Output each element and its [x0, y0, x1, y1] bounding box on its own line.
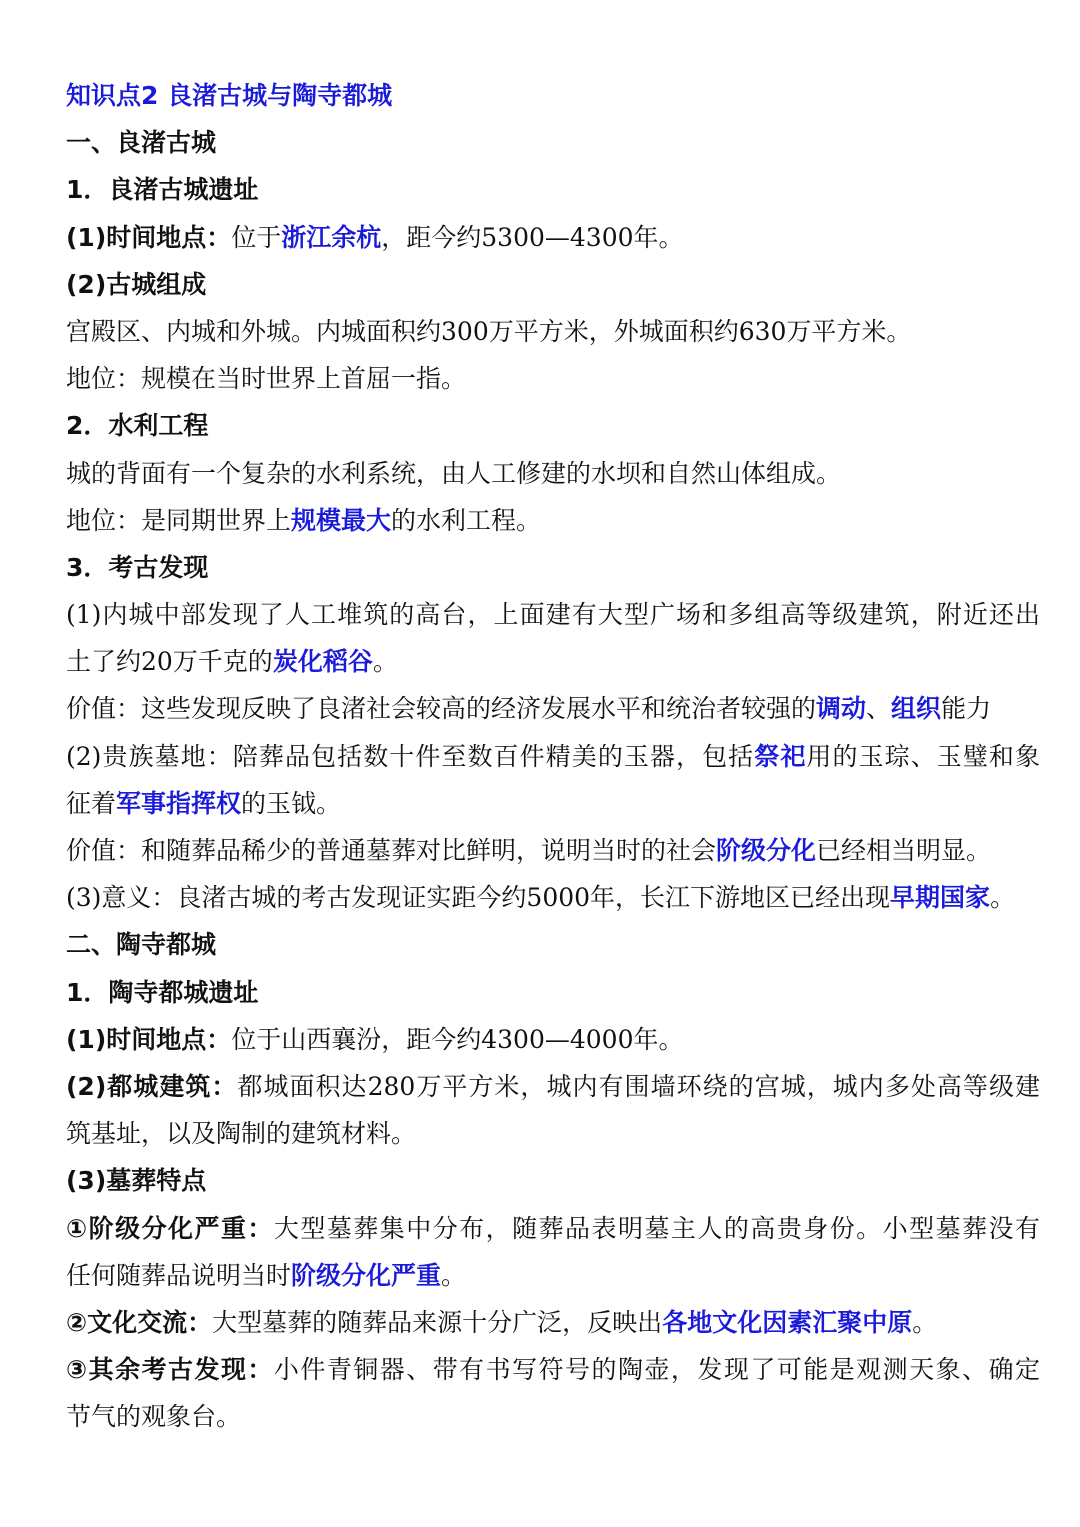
- section-heading-liangzhu: 一、良渚古城: [66, 128, 217, 158]
- item-label: (1)时间地点：: [66, 1024, 232, 1054]
- text: 。: [990, 883, 1016, 913]
- paragraph-water-status: [66, 497, 1040, 544]
- item-label: (1)时间地点：: [66, 222, 232, 252]
- paragraph-significance: [66, 874, 1040, 921]
- highlight: 阶级分化严重: [291, 1260, 442, 1290]
- paragraph-noble-tombs-line1: [66, 733, 1040, 780]
- subsection-heading-taosi-site: 1．陶寺都城遗址: [66, 977, 259, 1007]
- text: 小件青铜器、带有书写符号的陶壶，发现了可能是观测天象、确定: [273, 1355, 1040, 1385]
- text: 。: [372, 647, 398, 677]
- paragraph-value-1: [66, 685, 1040, 732]
- text: 的水利工程。: [391, 505, 542, 535]
- text: 已经相当明显。: [816, 836, 992, 865]
- item-label: ②文化交流：: [66, 1307, 213, 1337]
- text: 大型墓葬集中分布，随葬品表明墓主人的高贵身份。小型墓葬没有: [273, 1213, 1040, 1243]
- text: 位于山西襄汾，距今约4300—4000年。: [231, 1024, 684, 1054]
- text: 土了约20万千克的: [66, 647, 273, 677]
- text: 价值：和随葬品稀少的普通墓葬对比鲜明，说明当时的社会: [66, 836, 717, 865]
- highlight: 各地文化因素汇聚中原: [662, 1307, 913, 1337]
- paragraph-value-2: [66, 827, 1040, 874]
- text: 地位：是同期世界上: [66, 505, 292, 535]
- paragraph-cultural-exchange: [66, 1299, 1040, 1346]
- text: (2)贵族墓地：陪葬品包括数十件至数百件精美的玉器，包括: [66, 741, 755, 771]
- subsection-heading-archaeology: 3．考古发现: [66, 552, 209, 582]
- paragraph-status: 地位：规模在当时世界上首屈一指。: [66, 364, 467, 394]
- text: 大型墓葬的随葬品来源十分广泛，反映出: [212, 1307, 663, 1337]
- paragraph-taosi-time-location: [66, 1016, 1040, 1063]
- paragraph-water-system: 城的背面有一个复杂的水利系统，由人工修建的水坝和自然山体组成。: [66, 458, 842, 488]
- text: 。: [912, 1307, 938, 1337]
- paragraph-other-finds-line1: [66, 1346, 1040, 1393]
- text: 、: [866, 694, 892, 724]
- paragraph-other-finds-line2: 节气的观象台。: [66, 1402, 242, 1432]
- item-label: ①阶级分化严重：: [66, 1213, 274, 1243]
- paragraph-inner-city-line2: [66, 638, 1040, 685]
- item-label: ③其余考古发现：: [66, 1355, 274, 1385]
- paragraph-time-location: [66, 214, 1040, 261]
- subsection-heading-water: 2．水利工程: [66, 411, 209, 441]
- text: 能力: [941, 694, 992, 724]
- paragraph-noble-tombs-line2: [66, 780, 1040, 827]
- item-label-tomb-features: (3)墓葬特点: [66, 1166, 207, 1196]
- section-heading-taosi: 二、陶寺都城: [66, 930, 217, 960]
- text: 征着: [66, 788, 117, 818]
- paragraph-class-division-line2: [66, 1252, 1040, 1299]
- item-label: (2)都城建筑：: [66, 1071, 238, 1101]
- text: (3)意义：良渚古城的考古发现证实距今约5000年，长江下游地区已经出现: [66, 883, 891, 913]
- highlight: 阶级分化: [716, 836, 817, 865]
- highlight: 早期国家: [890, 883, 991, 913]
- text: 都城面积达280万平方米，城内有围墙环绕的宫城，城内多处高等级建: [237, 1071, 1040, 1101]
- highlight: 规模最大: [291, 505, 392, 535]
- highlight: 调动: [816, 694, 867, 724]
- highlight: 组织: [891, 694, 942, 724]
- subsection-heading-site: 1．良渚古城遗址: [66, 175, 259, 205]
- text: 的玉钺。: [241, 788, 342, 818]
- highlight: 祭祀: [754, 741, 807, 771]
- text: 。: [441, 1260, 467, 1290]
- text: ，距今约5300—4300年。: [381, 222, 684, 252]
- text: 用的玉琮、玉璧和象: [806, 741, 1040, 771]
- paragraph-class-division-line1: [66, 1205, 1040, 1252]
- highlight: 浙江余杭: [281, 222, 382, 252]
- paragraph-composition: 宫殿区、内城和外城。内城面积约300万平方米，外城面积约630万平方米。: [66, 316, 912, 346]
- text: 位于: [231, 222, 282, 252]
- item-label-composition: (2)古城组成: [66, 269, 207, 299]
- paragraph-taosi-buildings-line2: 筑基址，以及陶制的建筑材料。: [66, 1119, 417, 1149]
- highlight: 炭化稻谷: [272, 647, 373, 677]
- text: 价值：这些发现反映了良渚社会较高的经济发展水平和统治者较强的: [66, 694, 817, 724]
- page-title: 知识点2 良渚古城与陶寺都城: [66, 81, 393, 110]
- paragraph-taosi-buildings-line1: [66, 1063, 1040, 1110]
- text: 任何随葬品说明当时: [66, 1260, 292, 1290]
- paragraph-inner-city-line1: (1)内城中部发现了人工堆筑的高台，上面建有大型广场和多组高等级建筑，附近还出: [66, 600, 1040, 630]
- highlight: 军事指挥权: [116, 788, 242, 818]
